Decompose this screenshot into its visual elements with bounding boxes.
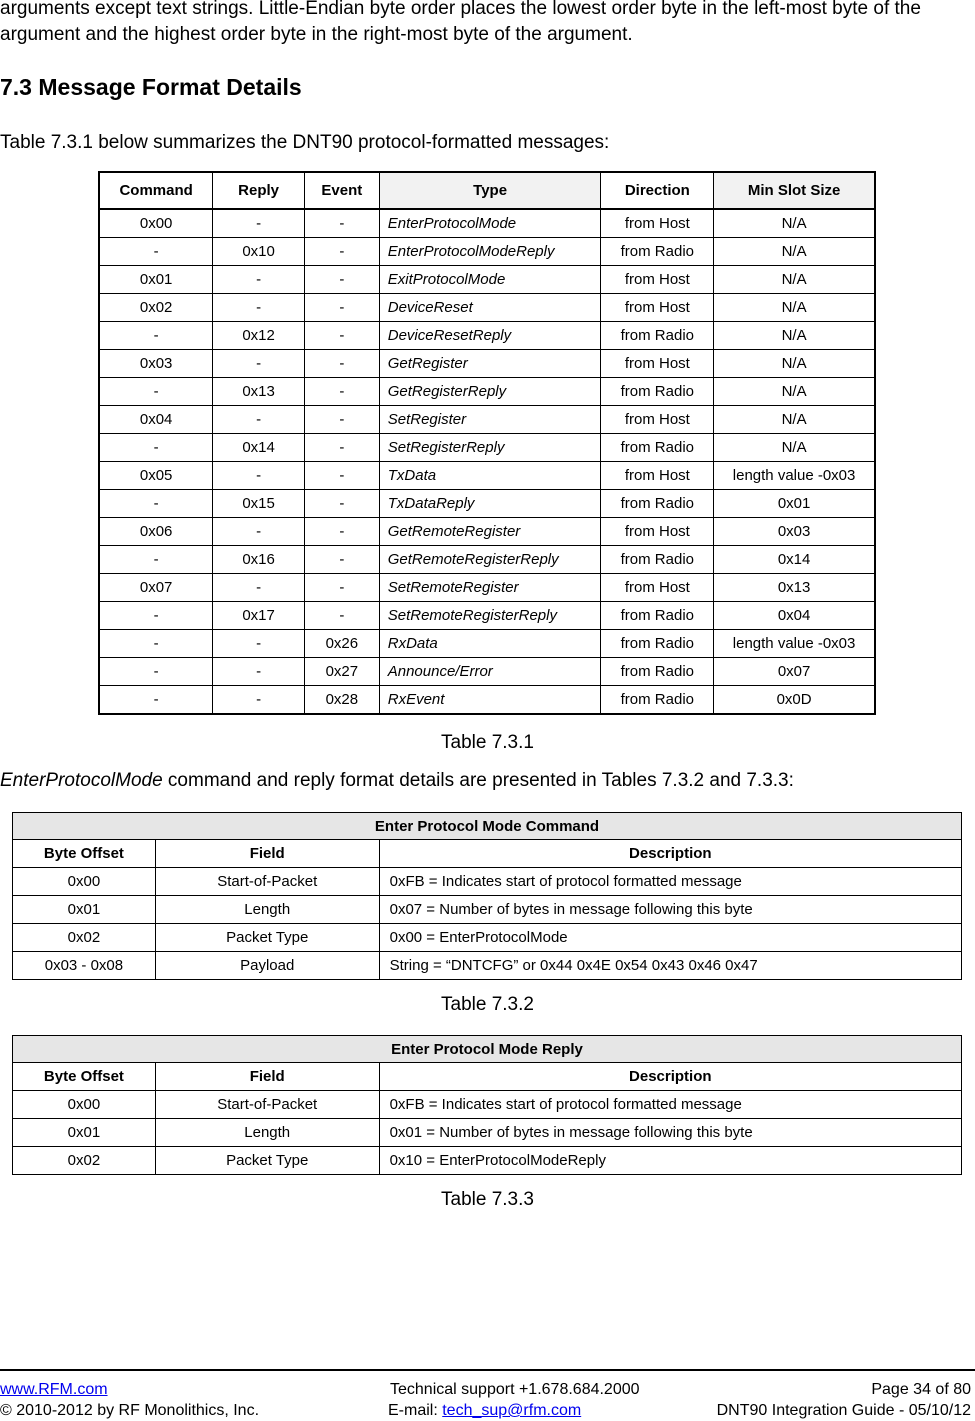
table-row xyxy=(99,378,875,406)
table-cell: from Host xyxy=(601,350,714,378)
table-cell: from Host xyxy=(601,518,714,546)
table-cell: - xyxy=(213,266,305,294)
table-cell: - xyxy=(213,350,305,378)
section-heading: 7.3 Message Format Details xyxy=(0,74,302,100)
table-cell: - xyxy=(99,238,213,266)
footer-divider xyxy=(0,1369,975,1371)
footer-guide-title: DNT90 Integration Guide - 05/10/12 xyxy=(716,1402,971,1419)
table-cell: - xyxy=(99,658,213,686)
table-row xyxy=(13,1091,962,1119)
table-cell: - xyxy=(304,490,379,518)
table-cell: Payload xyxy=(155,952,379,980)
table-cell: - xyxy=(304,378,379,406)
table-cell: from Radio xyxy=(601,378,714,406)
table-row xyxy=(99,574,875,602)
footer-website-link[interactable] xyxy=(0,1380,108,1400)
table-cell: N/A xyxy=(714,294,875,322)
table-row xyxy=(99,630,875,658)
summary-paragraph: Table 7.3.1 below summarizes the DNT90 protocol-formatted messages: xyxy=(0,132,610,153)
table-row xyxy=(99,266,875,294)
table-cell: 0x05 xyxy=(99,462,213,490)
table-cell: Packet Type xyxy=(155,924,379,952)
table-cell: - xyxy=(213,658,305,686)
table-cell: 0x01 xyxy=(99,266,213,294)
column-header: Field xyxy=(155,840,379,868)
table-row xyxy=(99,322,875,350)
table-cell: from Radio xyxy=(601,490,714,518)
italic-command-name: EnterProtocolMode xyxy=(0,770,163,791)
table-cell: 0x10 xyxy=(213,238,305,266)
table-cell: N/A xyxy=(714,434,875,462)
table-cell: 0x15 xyxy=(213,490,305,518)
table-cell: DeviceReset xyxy=(379,294,601,322)
table-cell: 0x10 = EnterProtocolModeReply xyxy=(379,1147,961,1175)
table-cell: 0x28 xyxy=(304,686,379,715)
table-cell: 0x07 xyxy=(714,658,875,686)
table-row xyxy=(99,490,875,518)
table-cell: - xyxy=(99,322,213,350)
table-cell: 0x04 xyxy=(99,406,213,434)
table-cell: N/A xyxy=(714,266,875,294)
column-header: Description xyxy=(379,1063,961,1091)
table-cell: - xyxy=(304,574,379,602)
table-cell: - xyxy=(213,686,305,715)
table-cell: - xyxy=(213,630,305,658)
table-cell: from Host xyxy=(601,209,714,238)
table-cell: 0x13 xyxy=(213,378,305,406)
table-cell: 0x04 xyxy=(714,602,875,630)
table-row xyxy=(99,686,875,715)
footer-support: Technical support +1.678.684.2000 xyxy=(390,1381,640,1398)
table-cell: TxDataReply xyxy=(379,490,601,518)
table-cell: 0x06 xyxy=(99,518,213,546)
table-cell: Announce/Error xyxy=(379,658,601,686)
table-cell: from Radio xyxy=(601,602,714,630)
table-cell: from Radio xyxy=(601,322,714,350)
email-label: E-mail: xyxy=(388,1402,443,1419)
table-row xyxy=(13,924,962,952)
table-cell: EnterProtocolMode xyxy=(379,209,601,238)
table-row xyxy=(99,602,875,630)
table-title: Enter Protocol Mode Reply xyxy=(13,1036,962,1063)
table-cell: - xyxy=(99,630,213,658)
table-row xyxy=(13,1119,962,1147)
table-cell: Start-of-Packet xyxy=(155,1091,379,1119)
table-cell: 0x02 xyxy=(13,1147,156,1175)
table-cell: GetRemoteRegister xyxy=(379,518,601,546)
table-row xyxy=(99,518,875,546)
website-link[interactable]: www.RFM.com xyxy=(0,1381,108,1398)
enter-protocol-paragraph xyxy=(0,768,794,794)
table-title: Enter Protocol Mode Command xyxy=(13,813,962,840)
table-cell: 0x13 xyxy=(714,574,875,602)
table-cell: from Radio xyxy=(601,238,714,266)
table-caption: Table 7.3.3 xyxy=(441,1189,534,1210)
table-cell: - xyxy=(99,490,213,518)
column-header: Field xyxy=(155,1063,379,1091)
table-cell: - xyxy=(213,462,305,490)
table-cell: length value -0x03 xyxy=(714,630,875,658)
table-cell: from Host xyxy=(601,294,714,322)
table-cell: - xyxy=(304,238,379,266)
column-header: Direction xyxy=(601,172,714,209)
table-cell: - xyxy=(304,209,379,238)
table-cell: 0x07 = Number of bytes in message following this byte xyxy=(379,896,961,924)
table-cell: RxEvent xyxy=(379,686,601,715)
table-cell: 0x26 xyxy=(304,630,379,658)
table-cell: - xyxy=(213,518,305,546)
table-row xyxy=(99,462,875,490)
table-cell: Packet Type xyxy=(155,1147,379,1175)
message-summary-table xyxy=(98,171,876,715)
table-cell: - xyxy=(213,406,305,434)
table-cell: 0x03 xyxy=(99,350,213,378)
table-cell: from Host xyxy=(601,462,714,490)
table-cell: ExitProtocolMode xyxy=(379,266,601,294)
table-cell: N/A xyxy=(714,378,875,406)
column-header: Description xyxy=(379,840,961,868)
table-cell: - xyxy=(304,266,379,294)
table-cell: - xyxy=(304,602,379,630)
table-cell: - xyxy=(213,294,305,322)
table-caption: Table 7.3.2 xyxy=(441,994,534,1015)
table-row xyxy=(99,434,875,462)
table-cell: 0x14 xyxy=(714,546,875,574)
column-header: Reply xyxy=(213,172,305,209)
table-cell: 0x02 xyxy=(99,294,213,322)
table-cell: Length xyxy=(155,896,379,924)
column-header: Min Slot Size xyxy=(714,172,875,209)
table-cell: 0x16 xyxy=(213,546,305,574)
table-cell: - xyxy=(304,462,379,490)
table-cell: - xyxy=(304,518,379,546)
table-cell: Start-of-Packet xyxy=(155,868,379,896)
table-cell: SetRemoteRegisterReply xyxy=(379,602,601,630)
table-cell: 0x01 xyxy=(714,490,875,518)
table-cell: GetRegisterReply xyxy=(379,378,601,406)
table-cell: 0x01 = Number of bytes in message following this byte xyxy=(379,1119,961,1147)
table-cell: 0x17 xyxy=(213,602,305,630)
table-cell: 0xFB = Indicates start of protocol formatted message xyxy=(379,1091,961,1119)
enter-protocol-reply-table xyxy=(12,1035,962,1175)
table-cell: 0x14 xyxy=(213,434,305,462)
table-cell: - xyxy=(304,406,379,434)
table-cell: DeviceResetReply xyxy=(379,322,601,350)
table-cell: 0xFB = Indicates start of protocol formatted message xyxy=(379,868,961,896)
table-cell: N/A xyxy=(714,209,875,238)
intro-paragraph: arguments except text strings. Little-Endian byte order places the lowest order byte in the left-most byte of the argument and the highest order byte in the right-most byte of the argument. xyxy=(0,0,921,45)
table-cell: 0x00 = EnterProtocolMode xyxy=(379,924,961,952)
table-row xyxy=(99,658,875,686)
table-cell: from Radio xyxy=(601,658,714,686)
table-cell: length value -0x03 xyxy=(714,462,875,490)
table-cell: - xyxy=(99,378,213,406)
table-cell: N/A xyxy=(714,406,875,434)
table-cell: from Radio xyxy=(601,434,714,462)
table-header-row xyxy=(99,172,875,209)
table-row xyxy=(13,952,962,980)
table-cell: 0x00 xyxy=(13,868,156,896)
footer-copyright: © 2010-2012 by RF Monolithics, Inc. xyxy=(0,1402,260,1419)
footer-page-number: Page 34 of 80 xyxy=(871,1381,971,1398)
table-cell: RxData xyxy=(379,630,601,658)
table-cell: 0x03 - 0x08 xyxy=(13,952,156,980)
table-caption: Table 7.3.1 xyxy=(441,732,534,753)
table-cell: from Host xyxy=(601,266,714,294)
table-cell: 0x03 xyxy=(714,518,875,546)
table-cell: - xyxy=(213,209,305,238)
table-cell: GetRemoteRegisterReply xyxy=(379,546,601,574)
table-cell: 0x12 xyxy=(213,322,305,350)
table-cell: - xyxy=(213,574,305,602)
table-row xyxy=(99,350,875,378)
table-cell: N/A xyxy=(714,350,875,378)
table-cell: - xyxy=(99,602,213,630)
table-cell: 0x27 xyxy=(304,658,379,686)
table-cell: TxData xyxy=(379,462,601,490)
table-row xyxy=(13,868,962,896)
table-cell: - xyxy=(99,434,213,462)
table-cell: SetRegisterReply xyxy=(379,434,601,462)
table-cell: GetRegister xyxy=(379,350,601,378)
table-cell: from Host xyxy=(601,406,714,434)
table-cell: 0x01 xyxy=(13,896,156,924)
table-cell: from Radio xyxy=(601,630,714,658)
table-cell: - xyxy=(304,434,379,462)
column-header: Byte Offset xyxy=(13,840,156,868)
table-cell: 0x00 xyxy=(13,1091,156,1119)
column-header: Byte Offset xyxy=(13,1063,156,1091)
email-link[interactable]: tech_sup@rfm.com xyxy=(442,1402,582,1419)
table-cell: EnterProtocolModeReply xyxy=(379,238,601,266)
footer-email xyxy=(388,1401,581,1421)
column-header: Event xyxy=(304,172,379,209)
table-cell: 0x07 xyxy=(99,574,213,602)
paragraph-text: command and reply format details are presented in Tables 7.3.2 and 7.3.3: xyxy=(162,770,794,791)
table-cell: - xyxy=(304,294,379,322)
table-cell: Length xyxy=(155,1119,379,1147)
table-cell: from Radio xyxy=(601,686,714,715)
table-row xyxy=(13,1147,962,1175)
table-cell: from Host xyxy=(601,574,714,602)
table-row xyxy=(13,896,962,924)
table-cell: N/A xyxy=(714,238,875,266)
table-cell: - xyxy=(99,546,213,574)
table-cell: SetRemoteRegister xyxy=(379,574,601,602)
table-row xyxy=(99,209,875,238)
column-header: Command xyxy=(99,172,213,209)
table-cell: 0x0D xyxy=(714,686,875,715)
table-row xyxy=(99,294,875,322)
table-row xyxy=(99,406,875,434)
table-cell: SetRegister xyxy=(379,406,601,434)
table-cell: N/A xyxy=(714,322,875,350)
table-row xyxy=(99,546,875,574)
table-cell: - xyxy=(99,686,213,715)
table-cell: 0x01 xyxy=(13,1119,156,1147)
table-cell: String = “DNTCFG” or 0x44 0x4E 0x54 0x43 0x46 0x47 xyxy=(379,952,961,980)
table-cell: from Radio xyxy=(601,546,714,574)
column-header: Type xyxy=(379,172,601,209)
table-cell: 0x00 xyxy=(99,209,213,238)
table-cell: - xyxy=(304,350,379,378)
table-cell: - xyxy=(304,322,379,350)
enter-protocol-command-table xyxy=(12,812,962,980)
table-row xyxy=(99,238,875,266)
table-cell: 0x02 xyxy=(13,924,156,952)
table-cell: - xyxy=(304,546,379,574)
